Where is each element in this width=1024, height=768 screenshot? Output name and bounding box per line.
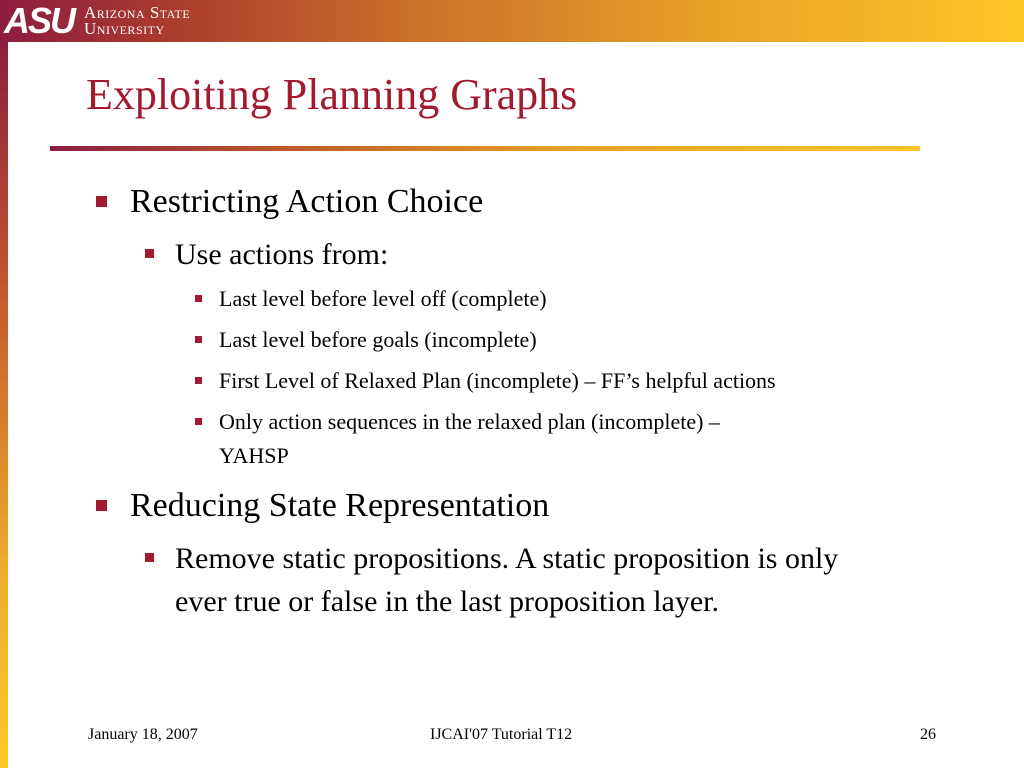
title-divider [50, 146, 920, 151]
page-number: 26 [920, 726, 936, 743]
square-bullet-icon [96, 500, 107, 511]
bullet-text: Restricting Action Choice [130, 183, 484, 220]
footer-center-text: IJCAI'07 Tutorial T12 [430, 726, 573, 743]
bullet-text: Last level before goals (incomplete) [219, 327, 537, 352]
square-bullet-icon [145, 553, 154, 562]
asu-logo [0, 0, 190, 42]
university-name-line1: Arizona State [84, 3, 191, 22]
side-accent-bar [0, 42, 8, 768]
square-bullet-icon [195, 295, 202, 302]
bullet-item [175, 537, 838, 581]
university-name [84, 5, 190, 37]
bullet-text: Reducing State Representation [130, 487, 550, 524]
bullet-text: Use actions from: [175, 238, 389, 271]
bullet-item [219, 405, 720, 439]
bullet-item [130, 486, 549, 526]
bullet-text: Remove static propositions. A static proposition is only [175, 542, 839, 575]
bullet-item [130, 182, 483, 222]
bullet-text: ever true or false in the last proposition layer. [175, 585, 719, 618]
bullet-text: First Level of Relaxed Plan (incomplete) – FF’s helpful actions [219, 368, 776, 393]
bullet-continuation [219, 439, 289, 473]
bullet-text: Only action sequences in the relaxed plan (incomplete) – [219, 409, 720, 434]
footer-date: January 18, 2007 [88, 726, 198, 743]
bullet-text: Last level before level off (complete) [219, 286, 547, 311]
asu-logo-mark: ASU [4, 0, 75, 41]
square-bullet-icon [195, 418, 202, 425]
bullet-item [219, 323, 537, 357]
university-name-line2: University [84, 19, 165, 38]
bullet-item [175, 233, 388, 277]
slide-title: Exploiting Planning Graphs [86, 70, 578, 119]
bullet-item [219, 364, 776, 398]
square-bullet-icon [195, 336, 202, 343]
bullet-continuation [175, 580, 719, 624]
square-bullet-icon [145, 249, 154, 258]
square-bullet-icon [96, 196, 107, 207]
bullet-text: YAHSP [219, 443, 289, 468]
bullet-item [219, 282, 547, 316]
square-bullet-icon [195, 377, 202, 384]
